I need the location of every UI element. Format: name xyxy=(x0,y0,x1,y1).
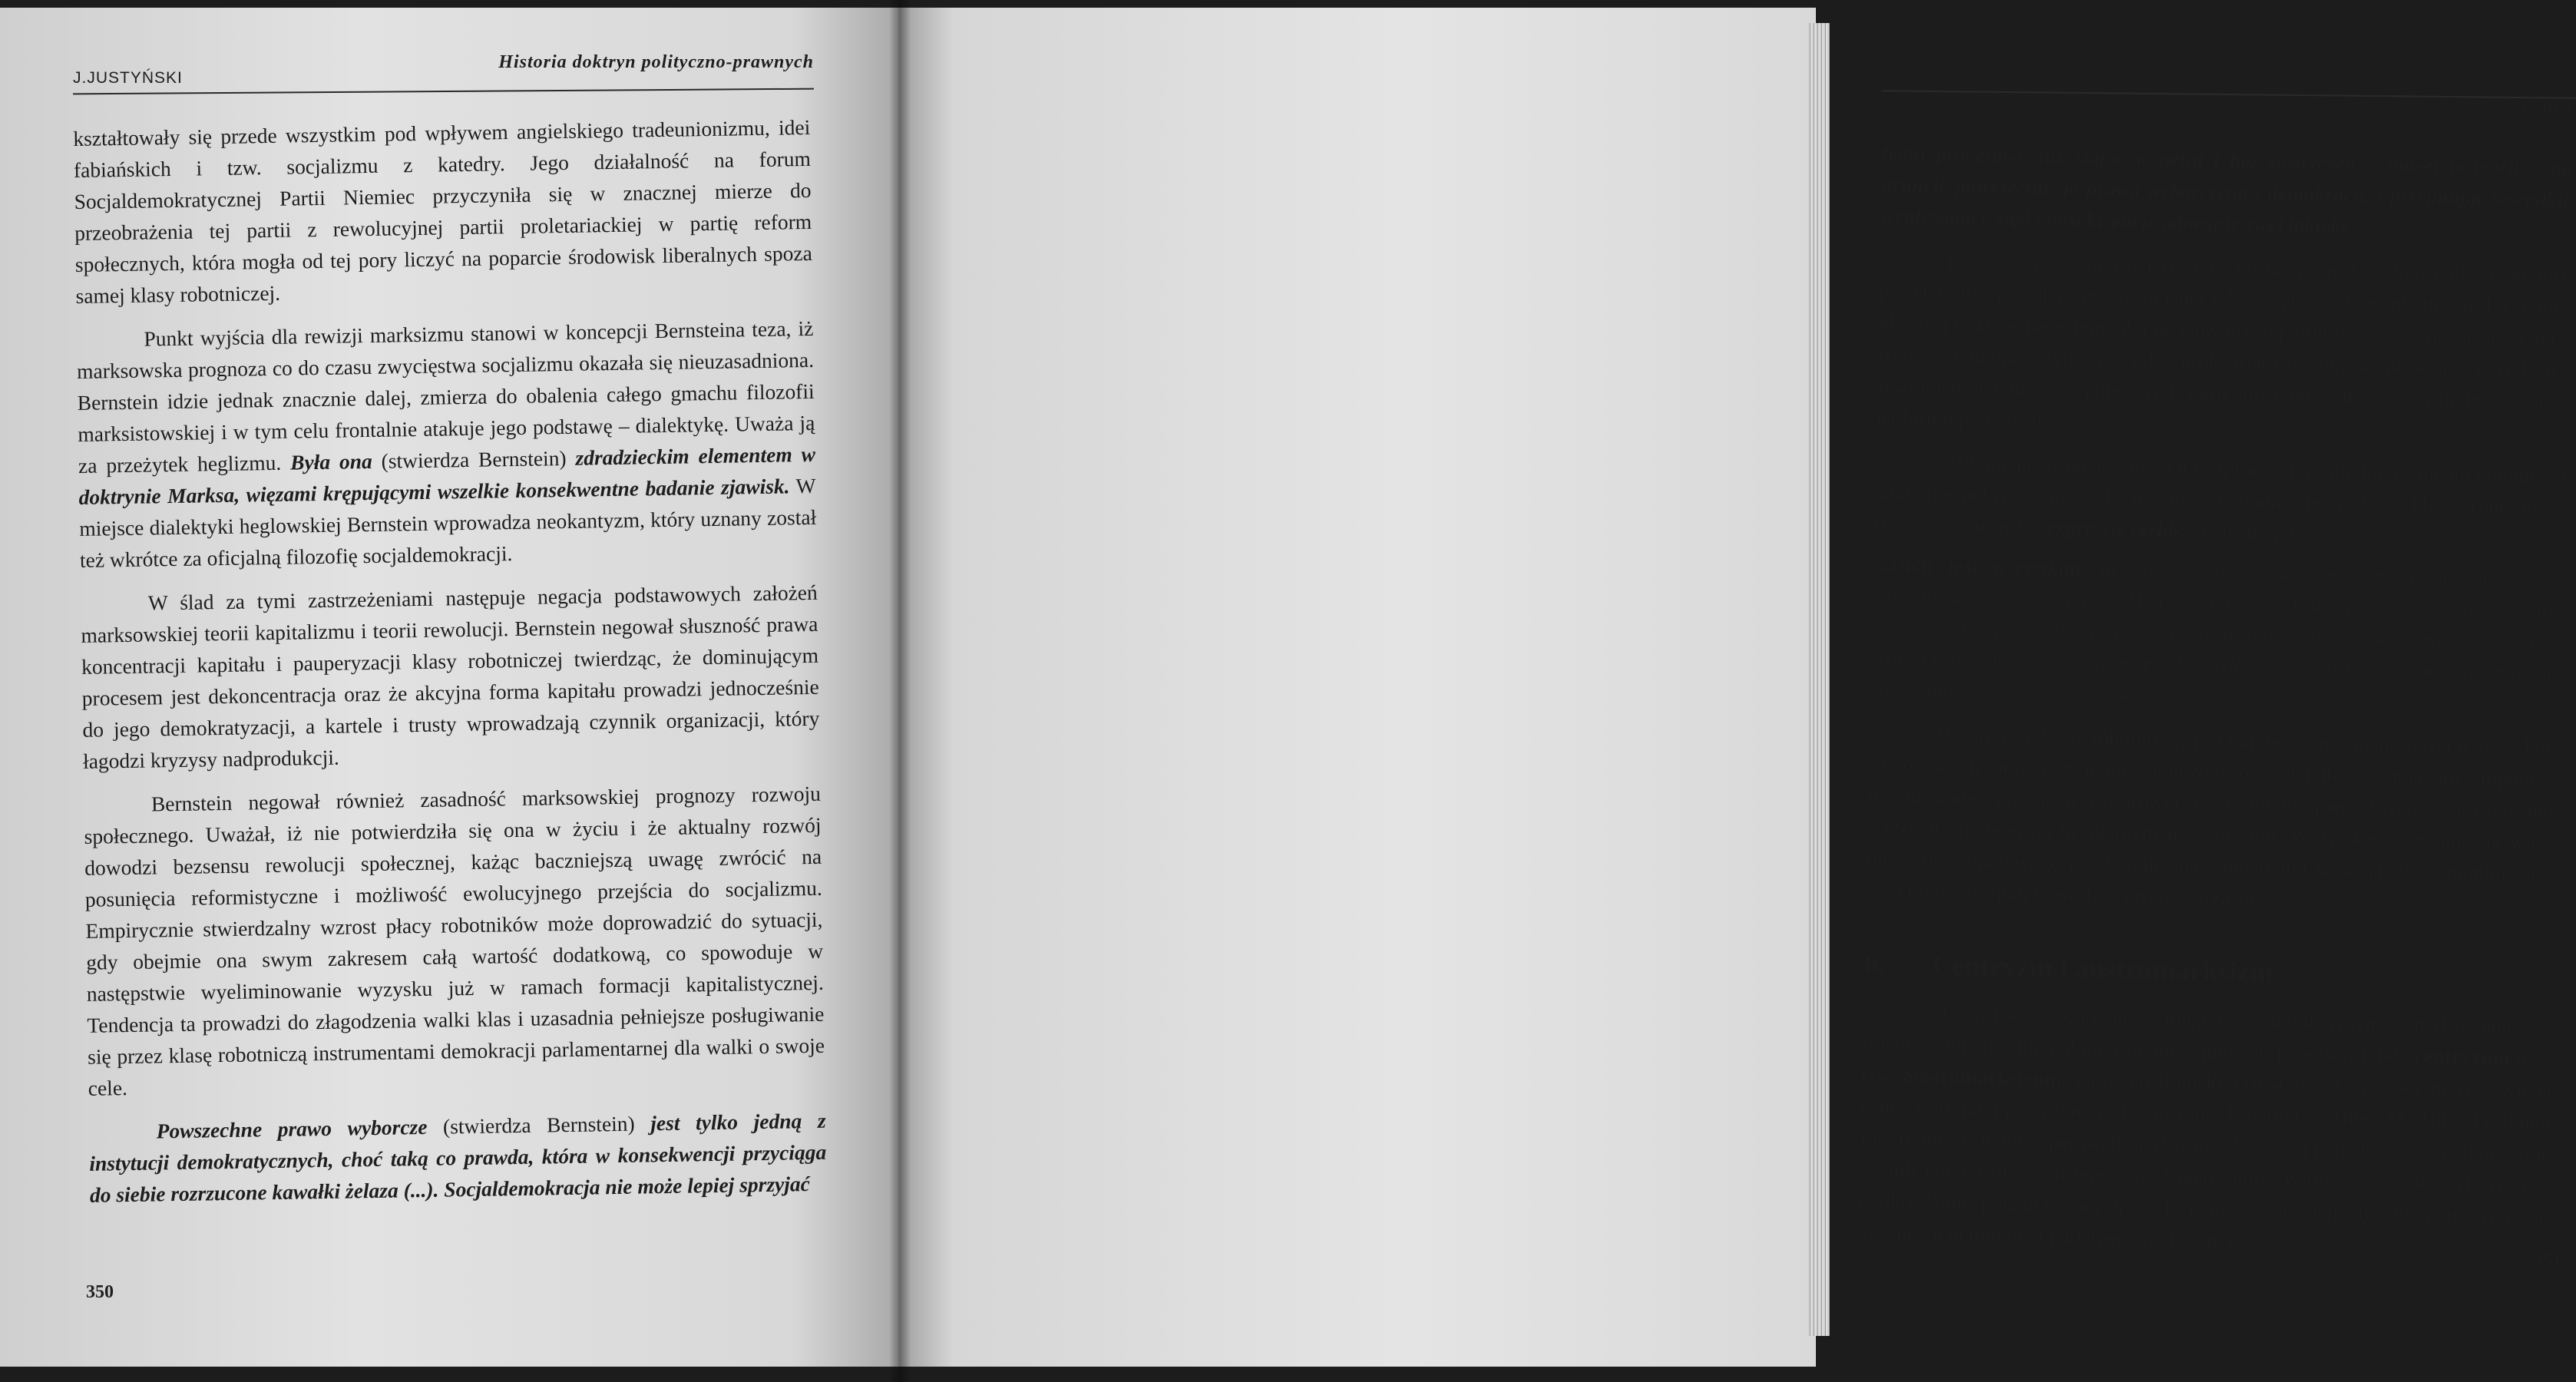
section-heading xyxy=(1863,945,2555,999)
book-gutter xyxy=(889,0,911,1382)
paragraph xyxy=(88,1105,827,1211)
italic-text: Powszechne prawo wyborcze xyxy=(156,1114,428,1143)
text-run: oraz tzw. xyxy=(1860,1046,2554,1087)
paragraph: temu procesowi, niż stojąc w pełni i bez zastrzeżeń – nawet w teorii – na gruncie powszechnego prawa wyborczego i demokracji, i przyjmując wszystkie wypływające stąd konsekwencje odnośnie swej taktyki. xyxy=(1880,140,2574,238)
text-run: Stanowisko pośrednie między ortodoksyjnym marksizmem a orientacjami socjaldemokratycznymi zajmowali przedstawiciele xyxy=(1861,1000,2555,1067)
header-rule xyxy=(73,88,814,95)
page-number: 350 xyxy=(86,1282,114,1302)
right-body-text xyxy=(1857,137,2574,1263)
bold-term: austromarksizmu. xyxy=(1902,1063,2068,1091)
right-page xyxy=(898,8,2574,1367)
italic-text: jest tylko jedną z instytucji demokratycznych, choć taką co prawda, która w konsekwencji przyciąga do siebie rozrzucone kawałki żelaza (...). Socjaldemokracja nie może lepiej sprzyjać xyxy=(89,1108,827,1207)
page-number: 351 xyxy=(2534,1251,2561,1271)
header-running-title: Historia doktryn polityczno-prawnych xyxy=(498,52,814,72)
italic-text: zdradzieckim elementem w doktrynie Marksa, więzami krępującymi wszelkie konsekwentne badanie zjawisk. xyxy=(78,441,816,509)
paragraph xyxy=(1873,445,2567,554)
bold-term: centryzmu xyxy=(2413,1043,2511,1070)
paragraph xyxy=(76,312,817,576)
text-run: Punkt wyjścia dla rewizji marksizmu stanowi w koncepcji Bernsteina teza, iż marksowska prognoza co do czasu zwycięstwa socjalizmu okazała się nieuzasadniona. Bernstein idzie jednak znacznie dalej, zmierza do obalenia całego gmachu filozofii marksistowskiej i w tym celu frontalnie atakuje jego podstawę – dialektykę. Uważa ją za przeżytek heglizmu. xyxy=(76,316,815,478)
paragraph: Bernstein negował również zasadność marksowskiej prognozy rozwoju społecznego. Uważał, iż nie potwierdziła się ona w życiu i że aktualny rozwój dowodzi bezsensu rewolucji społecznej, każąc baczniejszą uwagę zwrócić na posunięcia reformistyczne i możliwość ewolucyjnego przejścia do socjalizmu. Empirycznie stwierdzalny wzrost płacy robotników może doprowadzić do sytuacji, gdy obejmie ona swym zakresem całą wartość dodatkową, co spowoduje w następstwie wyeliminowanie wyzysku już w ramach formacji kapitalistycznej. Tendencja ta prowadzi do złagodzenia walki klas i uzasadnia pełniejsze posługiwanie się przez klasę robotniczą instrumentami demokracji parlamentarnej dla walki o swoje cele. xyxy=(84,781,825,1100)
text-run: W miejsce dialektyki heglowskiej Bernstein wprowadza neokantyzm, który uznany został też wkrótce za oficjalną filozofię socjaldemokracji. xyxy=(79,473,817,572)
left-page xyxy=(0,8,898,1367)
paragraph: W ślad za tymi zastrzeżeniami następuje negacja podstawowych założeń marksowskiej teorii kapitalizmu i teorii rewolucji. Bernstein negował słuszność prawa koncentracji kapitału i pauperyzacji klasy robotniczej twierdząc, że dominującym procesem jest dekoncentracja oraz że akcyjna forma kapitału prowadzi jednocześnie do jego demokratyzacji, a kartele i trusty wprowadzają czynnik organizacji, który łagodzi kryzysy nadprodukcji. xyxy=(81,580,820,773)
text-run: (stwierdza Bernstein) xyxy=(381,445,567,473)
paragraph xyxy=(1857,996,2554,1263)
quote-text: to zaś, co powszechnie nazywamy ostatecznym celem socjalizmu, jest niczym (...). Myśl moja i moje badania zawsze skierowane były wyłącznie ku sferze zadań aktualnych oraz najbliższej przyszłości, a wynikające z tych badań perspektywy pociągały mnie tylko o tyle, o ile mogły być cennymi wytycznymi do racjonalnego postępowania na dziś. xyxy=(1877,560,2564,706)
quote-lead: „ruch jest wszystkim, xyxy=(1880,553,2087,582)
text-run: (stwierdza Bernstein) xyxy=(442,1111,635,1139)
header-rule xyxy=(1881,90,2576,98)
left-body-text xyxy=(73,111,827,1211)
paragraph: Logicznym następstwem tej postawy jest odrzucenie dyktatury proletariatu i postulatu przejęcia całej władzy przez klasę robotniczą. Dyktaturę klasową traktuje Bernstein jako przejaw niższej kultury oraz cofnięcie się wstecz wobec aktualnej sytuacji, gdy proletariatowi zagwarantowano udział we wszelkich instytucjach społecznych i gdy może on walczyć o swoje prawa także na forum parlamentu. xyxy=(1876,248,2571,433)
paragraph: W interesie klasy robotniczej jest dalsze wzmacnianie pozycji związków zawodowych oraz rozwijanie spółdzielczości handlowej, ponadto stopniowe likwidowanie produkcji towarowej i stosunków pieniężnych, wprowadzanie podziału opartego na bezpłatnym użytkowaniu. Wszystkie te posunięcia wieść miały do stopniowego przekształcania kapitalizmu w socjalizm z pominięciem walki rewolucyjnej i rewolucyjnych wstrząsów. xyxy=(1865,721,2561,911)
header-author: J.JUSTYŃSKI xyxy=(73,69,183,87)
italic-text: Była ona xyxy=(289,448,372,474)
italic-text: expressis verbis, xyxy=(2045,514,2187,543)
text-run: że dla niego xyxy=(2191,518,2295,545)
block-quote xyxy=(1870,550,2564,719)
section-title: Centryzm i austromarksizm xyxy=(1931,949,2274,989)
header-running-title: Socjalizm xyxy=(2503,100,2572,117)
section-number: 6. xyxy=(1863,947,1886,980)
text-run: Aby nie pozostawić żadnych wątpliwości, że nie interesuje go komunizm jako perspektywiczny cel, o którego realizację walczy klasa robotnicza, Bernstein stwierdza xyxy=(1873,449,2567,539)
paragraph: kształtowały się przede wszystkim pod wpływem angielskiego tradeunionizmu, idei fabiańskich i tzw. socjalizmu z katedry. Jego działalność na forum Socjaldemokratycznej Partii Niemiec przyczyniła się w znacznej mierze do przeobrażenia tej partii z rewolucyjnej partii proletariackiej w partię reform społecznych, która mogła od tej pory liczyć na poparcie środowisk liberalnych spoza samej klasy robotniczej. xyxy=(73,114,813,308)
text-run: Zarówno Kautsky (1854-1938), czołowy przedstawiciel centryzmu, jak i przedstawiciele austromarksizmu (A. Adler, M. Adler, O. Bauer i K. Renner) chętnie operowali marksistowską siatką pojęciową, ale jednocześnie czynili daleko idące odstępstwa od jego istoty. Widoczne jest to zwłaszcza w podkreślaniu ponadklasowych cech państwa, negacji dyktatury proletariatu, akceptacji demokracji parlamentarnej i parla- xyxy=(1857,1066,2553,1252)
page-edges xyxy=(1808,23,1830,1336)
